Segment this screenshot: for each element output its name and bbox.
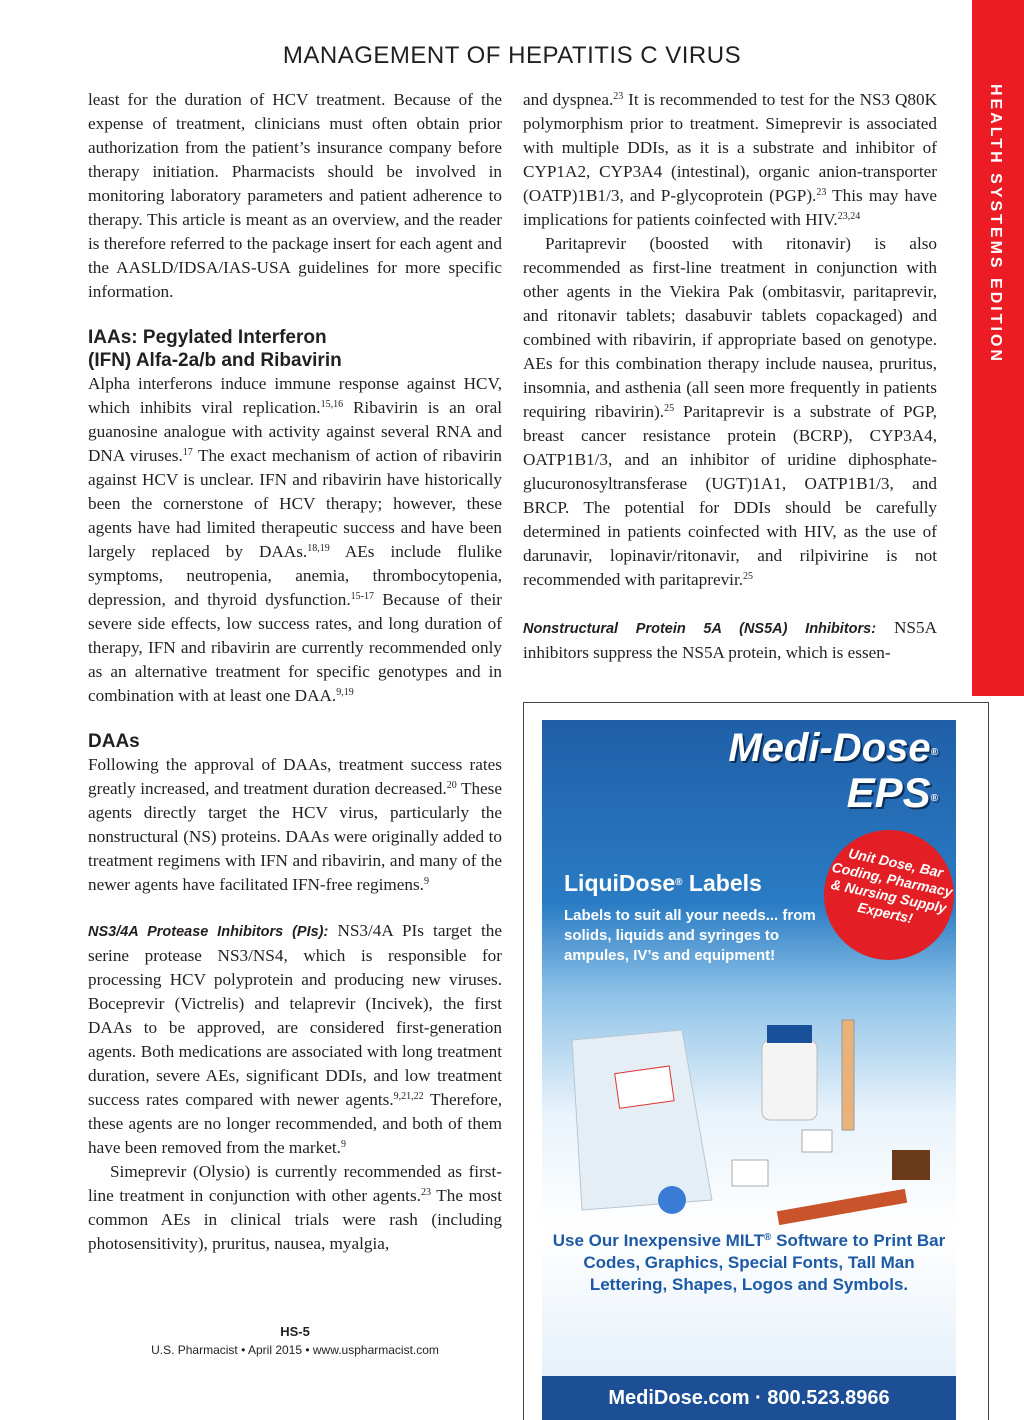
edition-sidebar	[972, 0, 1024, 696]
paragraph: Paritaprevir (boosted with ritonavir) is also recommended as first-line treatment in conjunction with other agents in the Viekira Pak (ombitasvir, paritaprevir, and ritonavir tablets; dasabuvir tablets copackaged) and combined with ribavirin, if appropriate based on genotype. AEs for this combination therapy include nausea, pruritus, insomnia, and asthenia (all seen more frequently in patients requiring ribavirin).$^{25}$ Paritaprevir is a substrate of PGP, breast cancer resistance protein (BCRP), CYP3A4, OATP1B1/3, and an inhibitor of uridine diphosphate-glucuronosyltransferase (UGT)1A1, OATP1B1/3, and BRCP. The potential for DDIs should be carefully determined in patients coinfected with HIV, as the use of darunavir, lopinavir/ritonavir, and rilpivirine is not recommended with paritaprevir.$^{25}$	[523, 234, 937, 589]
paragraph: least for the duration of HCV treatment. Because of the expense of treatment, clinicians must often obtain prior authorization from the patient’s insurance company before therapy initiation. Pharmacists should be involved in monitoring laboratory parameters and patient adherence to therapy. This article is meant as an overview, and the reader is therefore referred to the package insert for each agent and the AASLD/IDSA/IAS-USA guidelines for more specific information.	[88, 90, 502, 301]
section-heading-daas: DAAs	[88, 731, 140, 752]
advertisement[interactable]	[542, 720, 956, 1376]
ad-brand-eps: EPS®	[846, 769, 938, 816]
product-photo	[562, 1000, 942, 1240]
page-footer: U.S. Pharmacist • April 2015 • www.uspharmacist.com	[151, 1343, 439, 1357]
paragraph: NS3/4A Protease Inhibitors (PIs): NS3/4A PIs target the serine protease NS3/NS4, which is responsible for processing HCV polyprotein and producing new viruses. Boceprevir (Victrelis) and telaprevir (Incivek), the first DAAs to be approved, are considered first-generation agents. Both medications are associated with long treatment duration, severe AEs, significant DDIs, and low treatment success rates compared with newer agents.$^{9,21,22}$ Therefore, these agents are no longer recommended, and both of them have been removed from the market.$^9$	[88, 921, 502, 1157]
ad-product-title: LiquiDose® Labels	[564, 870, 762, 896]
running-header: MANAGEMENT OF HEPATITIS C VIRUS	[282, 42, 742, 69]
paragraph: Following the approval of DAAs, treatment success rates greatly increased, and treatment duration decreased.$^{20}$ These agents directly target the HCV virus, particularly the nonstructural (NS) proteins. DAAs were originally added to treatment regimens with IFN and ribavirin, and many of the newer agents have facilitated IFN-free regimens.$^9$	[88, 755, 503, 894]
ad-call-to-action: Use Our Inexpensive MILT® Software to Print Bar Codes, Graphics, Special Fonts, Tall Man Lettering, Shapes, Logos and Symbols.	[552, 1231, 946, 1294]
run-in-heading: NS3/4A Protease Inhibitors (PIs):	[88, 924, 329, 940]
ad-badge: Unit Dose, Bar Coding, Pharmacy & Nursing Supply Experts!	[812, 818, 956, 972]
page-number: HS-5	[280, 1324, 310, 1339]
left-column	[88, 88, 502, 1256]
paragraph: and dyspnea.$^{23}$ It is recommended to test for the NS3 Q80K polymorphism prior to treatment. Simeprevir is associated with multiple DDIs, as it is a substrate and inhibitor of CYP1A2, CYP3A4 (intestinal), organic anion-transporter (OATP)1B1/3, and P-glycoprotein (PGP).$^{23}$ This may have implications for patients coinfected with HIV.$^{23,24}$	[523, 90, 937, 229]
run-in-heading: Nonstructural Protein 5A (NS5A) Inhibitors:	[523, 621, 877, 637]
paragraph: Alpha interferons induce immune response against HCV, which inhibits viral replication.$^{15,16}$ Ribavirin is an oral guanosine analogue with activity against several RNA and DNA viruses.$^{17}$ The exact mechanism of action of ribavirin against HCV is unclear. IFN and ribavirin have historically been the cornerstone of HCV therapy; however, these agents have had limited therapeutic success and have been largely replaced by DAAs.$^{18,19}$ AEs include flulike symptoms, neutropenia, anemia, thrombocytopenia, depression, and thyroid dysfunction.$^{15-17}$ Because of their severe side effects, low success rates, and long duration of therapy, IFN and ribavirin are currently recommended only as an alternative treatment for specific genotypes and in combination with at least one DAA.$^{9,19}$	[88, 374, 502, 705]
ad-brand: Medi-Dose®	[728, 726, 938, 770]
ad-contact-bar[interactable]: MediDose.com · 800.523.8966	[542, 1376, 956, 1420]
paragraph: Simeprevir (Olysio) is currently recommended as first-line treatment in conjunction with other agents.$^{23}$ The most common AEs in clinical trials were rash (including photosensitivity), pruritus, nausea, myalgia,	[88, 1162, 502, 1253]
edition-label: HEALTH SYSTEMS EDITION	[987, 84, 1004, 364]
section-heading-iaas: IAAs: Pegylated Interferon (IFN) Alfa-2a/b and Ribavirin	[88, 327, 342, 371]
paragraph: Nonstructural Protein 5A (NS5A) Inhibitors: NS5A inhibitors suppress the NS5A protein, which is essen-	[523, 618, 937, 662]
ad-product-subtitle: Labels to suit all your needs... from solids, liquids and syringes to ampules, IV’s and equipment!	[564, 907, 816, 964]
right-column	[523, 88, 937, 665]
